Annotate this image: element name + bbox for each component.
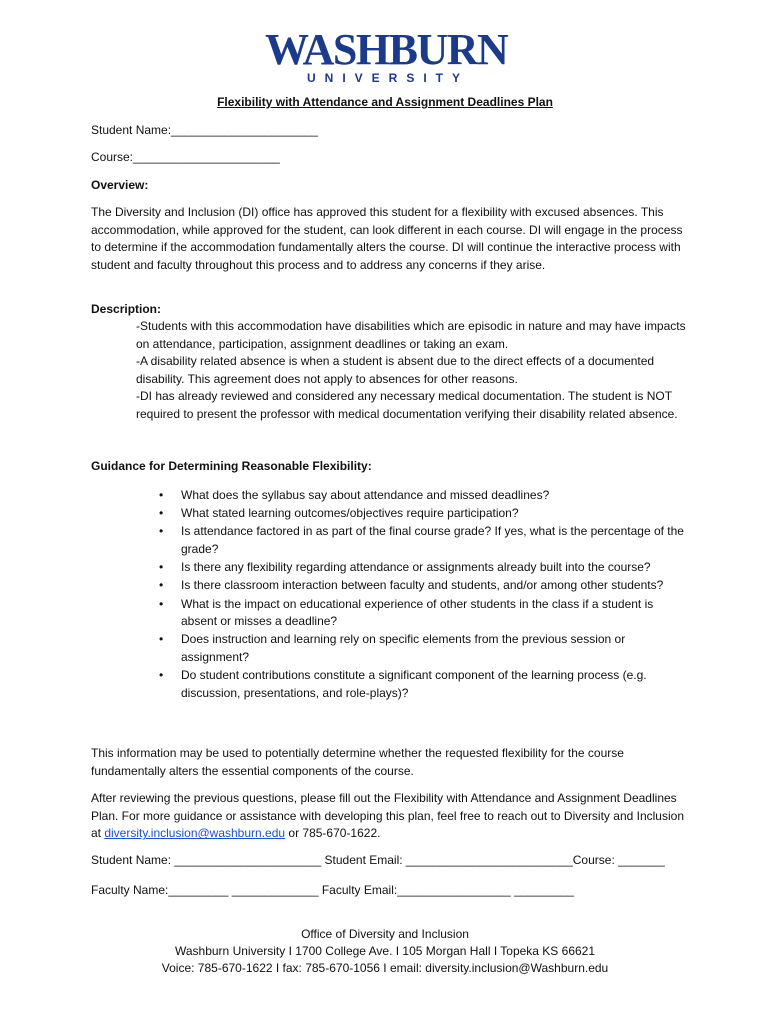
overview-text: The Diversity and Inclusion (DI) office has approved this student for a flexibility with excused absences. This accommodation, while approved for the student, can look different in each course. DI will engage in the process to determine if the accommodation fundamentally alters the course. DI will continue the interactive process with student and faculty throughout this process and to address any concerns if they arise. — [91, 205, 683, 272]
guidance-item: • What stated learning outcomes/objectives require participation? — [91, 505, 691, 523]
guidance-heading: Guidance for Determining Reasonable Flexibility: — [91, 459, 372, 473]
bullet-icon: • — [159, 632, 164, 647]
logo-subtitle: UNIVERSITY — [306, 71, 469, 85]
document-title: Flexibility with Attendance and Assignment Deadlines Plan — [217, 95, 553, 109]
faculty-fields-line: Faculty Name:_________ _____________ Faculty Email:_________________ _________ — [91, 883, 575, 897]
footer-address: Washburn University I 1700 College Ave. I 105 Morgan Hall I Topeka KS 66621 — [174, 944, 596, 958]
guidance-item: • What does the syllabus say about attendance and missed deadlines? — [91, 487, 691, 505]
description-item: -A disability related absence is when a student is absent due to the direct effects of a documented disability. This agreement does not apply to absences for other reasons. — [136, 354, 655, 386]
guidance-item: • What is the impact on educational experience of other students in the class if a student is absent or misses a deadline? — [159, 596, 654, 629]
info-text: This information may be used to potentially determine whether the requested flexibility for the course fundamentally alters the essential components of the course. — [91, 746, 624, 778]
bullet-icon: • — [159, 596, 164, 611]
course-line: Course:______________________ — [91, 150, 280, 164]
bullet-icon: • — [159, 578, 164, 593]
bullet-icon: • — [159, 524, 164, 539]
bullet-icon: • — [159, 488, 164, 502]
student-fields-line: Student Name: ______________________ Student Email: _________________________Course: _______ — [91, 853, 665, 867]
guidance-item: • Do student contributions constitute a significant component of the learning process (e.g. discussion, presentations, and role-plays)? — [159, 668, 647, 700]
footer-contact: Voice: 785-670-1622 I fax: 785-670-1056 I email: diversity.inclusion@Washburn.edu — [161, 961, 609, 975]
logo-wordmark: WASHBURN — [265, 25, 508, 74]
description-heading: Description: — [91, 302, 162, 316]
washburn-logo — [265, 25, 508, 85]
email-link[interactable]: diversity.inclusion@washburn.edu — [104, 826, 286, 841]
overview-heading: Overview: — [91, 178, 149, 192]
guidance-item: • Is there any flexibility regarding attendance or assignments already built into the course? — [91, 559, 691, 577]
guidance-list — [91, 487, 691, 703]
guidance-item: • Is there classroom interaction between faculty and students, and/or among other students? — [91, 577, 691, 595]
description-item: -Students with this accommodation have disabilities which are episodic in nature and may have impacts on attendance, participation, assignment deadlines or taking an exam. — [136, 319, 686, 351]
guidance-item: • Does instruction and learning rely on specific elements from the previous session or assignment? — [159, 632, 626, 664]
bullet-icon: • — [159, 560, 164, 575]
bullet-icon: • — [159, 668, 164, 683]
bullet-icon: • — [159, 506, 164, 521]
after-review-text: After reviewing the previous questions, please fill out the Flexibility with Attendance and Assignment Deadlines Plan. For more guidance or assistance with developing this plan, feel free to reach out to Diversity and Inclusion at diversity.inclusion@washburn.edu or 785-670-1622. — [91, 791, 684, 841]
student-name-line: Student Name:______________________ — [91, 123, 318, 137]
guidance-item: • Is attendance factored in as part of the final course grade? If yes, what is the percentage of the grade? — [159, 524, 684, 556]
footer-office: Office of Diversity and Inclusion — [301, 927, 469, 941]
description-item: -DI has already reviewed and considered any necessary medical documentation. The student is NOT required to present the professor with medical documentation verifying their disability related absence. — [136, 389, 678, 421]
